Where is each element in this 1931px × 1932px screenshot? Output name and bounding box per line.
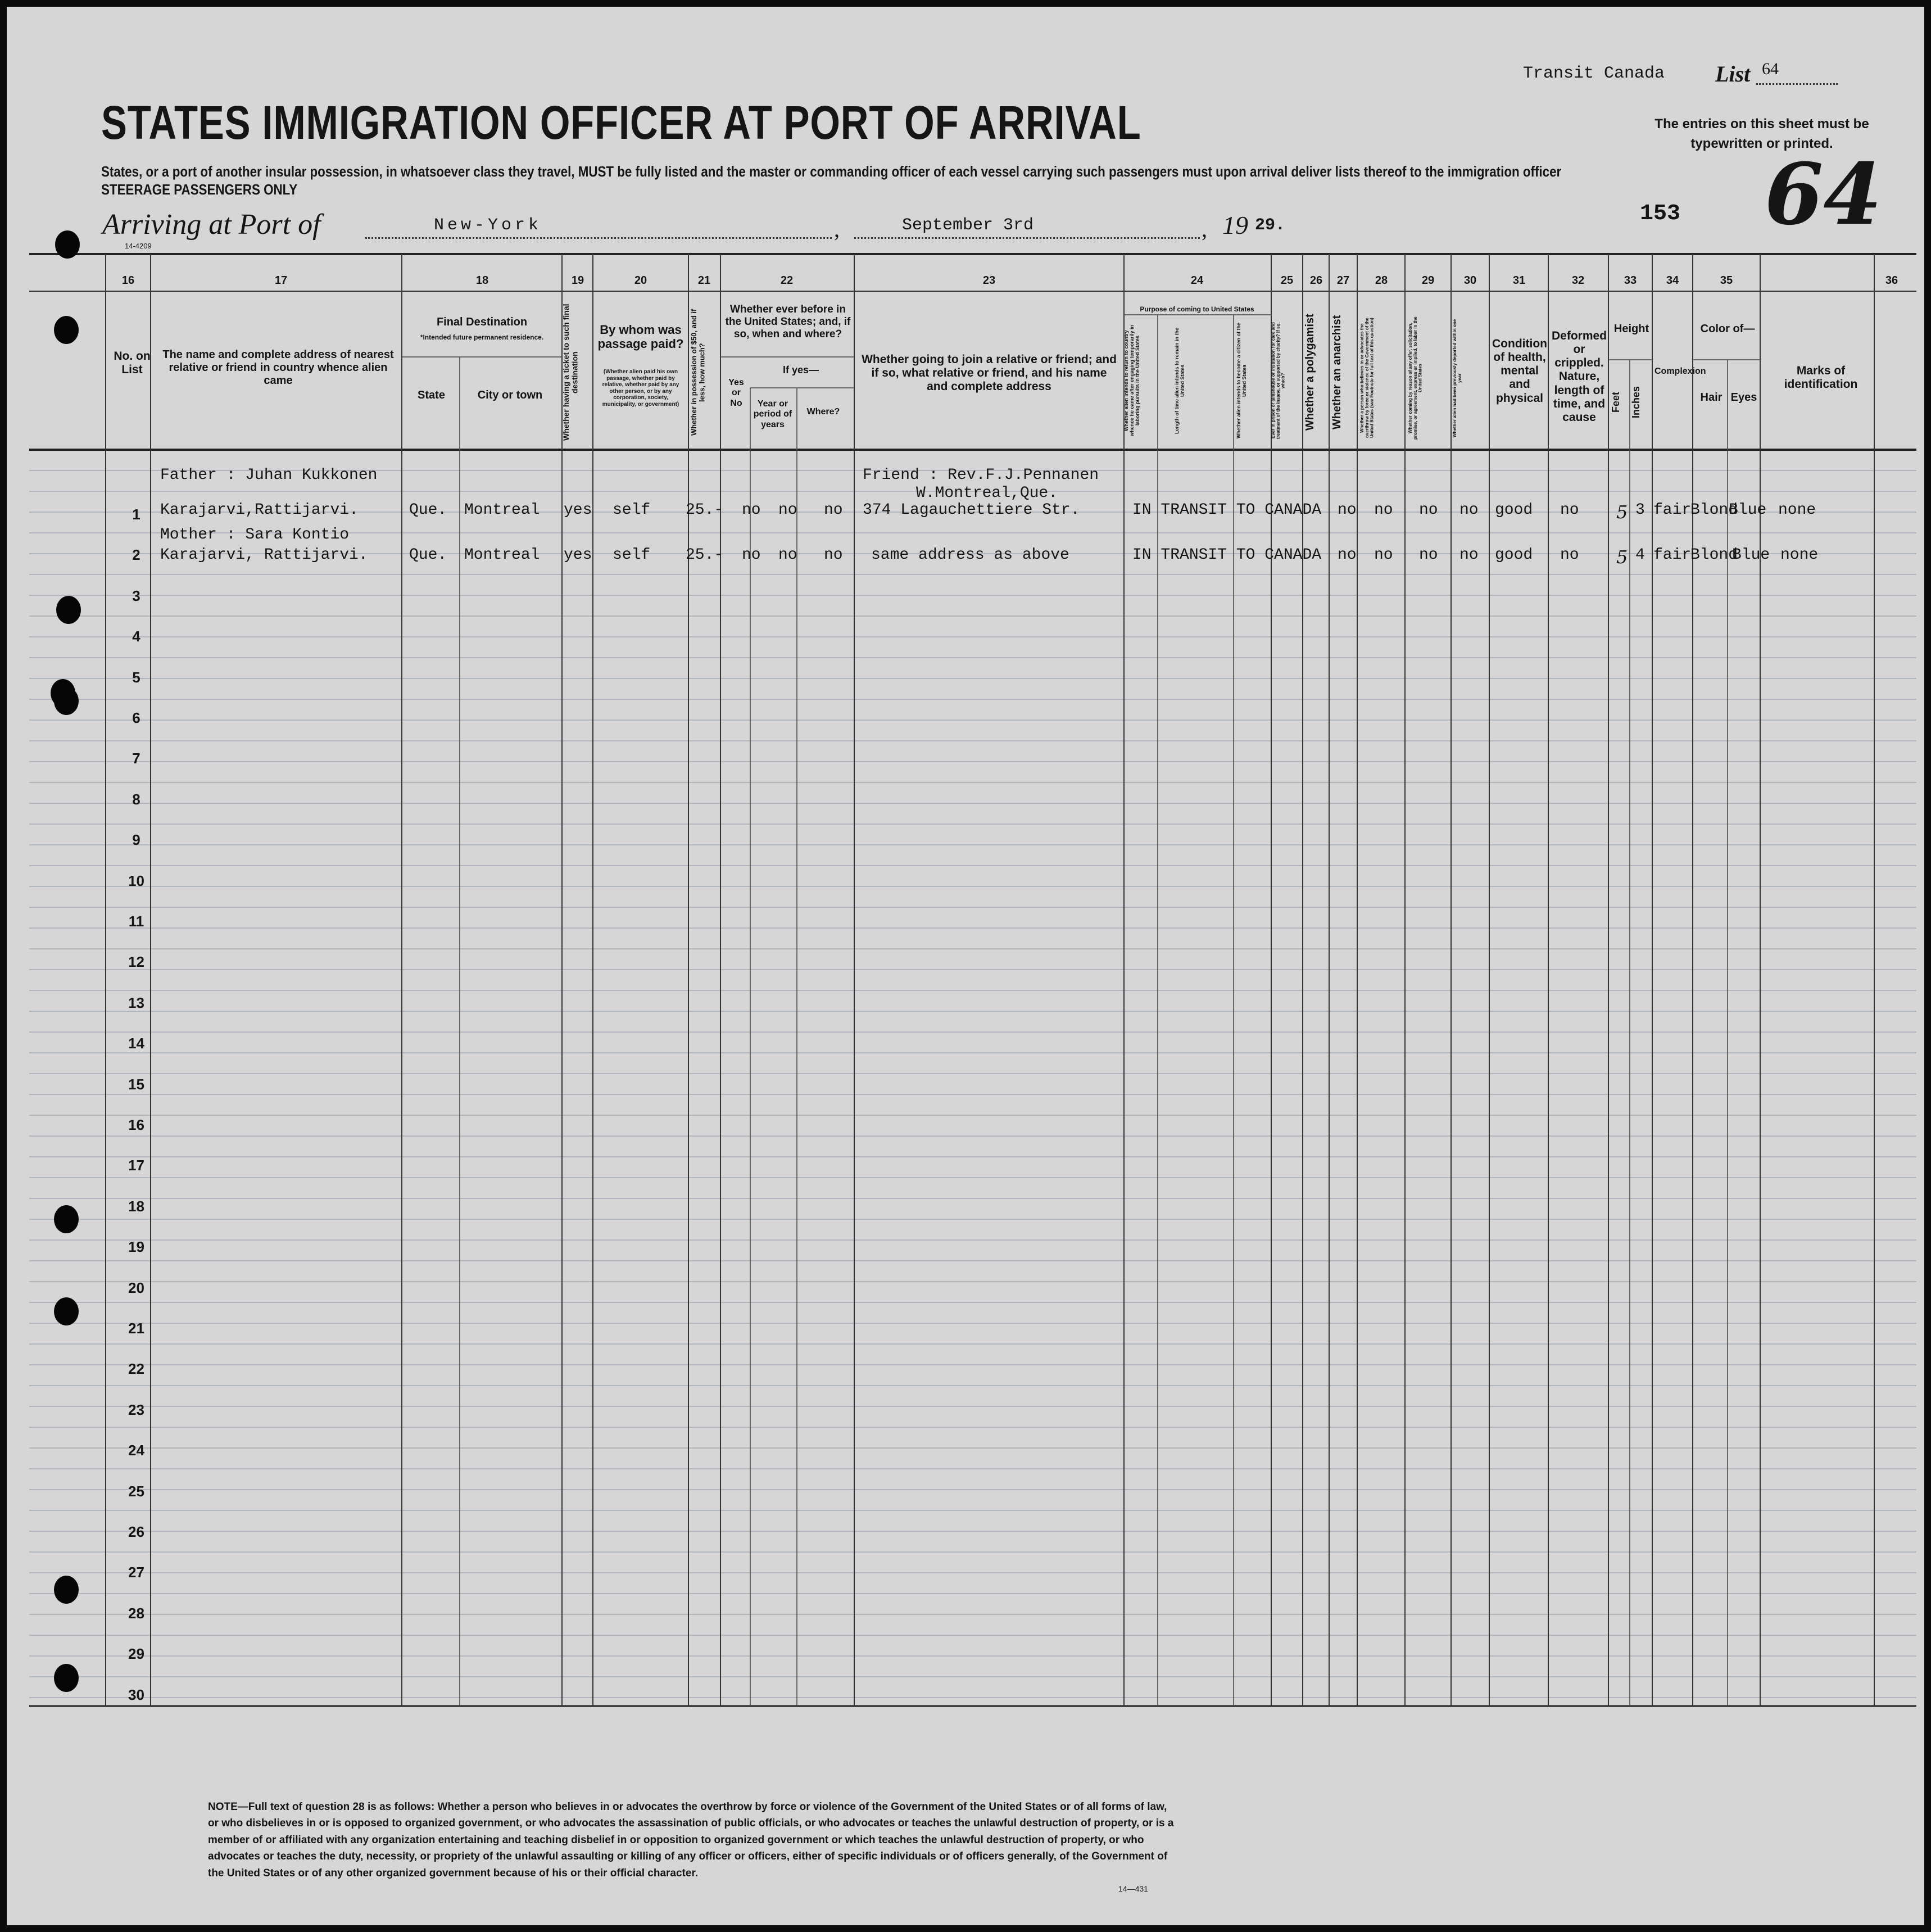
relative-line-2: Karajarvi,Rattijarvi. <box>160 501 359 519</box>
manifest-sheet <box>7 7 1924 1925</box>
column-number: 24 <box>1190 274 1204 287</box>
row-number: 4 <box>132 628 140 645</box>
polygamist-value: no <box>1338 546 1357 564</box>
row-number: 15 <box>128 1075 144 1093</box>
list-label: List <box>1715 61 1751 87</box>
health-value: good <box>1495 546 1533 564</box>
header-ever-before: Whether ever before in the United States; and, if so, when and where? <box>725 304 851 340</box>
header-yes-no: Yes or No <box>728 378 744 408</box>
transit-label: Transit Canada <box>1523 64 1665 83</box>
height-feet-value: 5 <box>1616 546 1628 568</box>
punch-hole <box>54 316 79 344</box>
header-deformed: Deformed or crippled. Nature, length of time, and cause <box>1551 329 1607 424</box>
header-where: Where? <box>806 407 840 417</box>
header-purpose-length: Length of time alien intends to remain in the United States <box>1174 327 1185 434</box>
row-number: 10 <box>128 872 144 889</box>
column-number: 16 <box>121 274 135 287</box>
ever-before-value: no <box>742 546 761 564</box>
overthrow-value: no <box>1419 546 1438 564</box>
column-number: 28 <box>1375 274 1388 287</box>
row-number: 30 <box>128 1686 144 1703</box>
row-number: 20 <box>128 1279 144 1296</box>
row-number: 12 <box>128 953 144 971</box>
row-number: 3 <box>132 587 140 604</box>
header-offer: Whether coming by reason of any offer, solicitation, promise, or agreement, express or implied, to labor in the United States <box>1408 316 1423 440</box>
ticket-value: yes <box>564 546 592 564</box>
row-number: 11 <box>128 913 144 930</box>
eyes-value: Blue <box>1732 546 1770 564</box>
footnote-form-number: 14—431 <box>1118 1884 1148 1893</box>
relative-line-2: Karajarvi, Rattijarvi. <box>160 546 368 564</box>
row-number: 17 <box>128 1157 144 1174</box>
joining-line-1: same address as above <box>871 546 1069 564</box>
row-number: 24 <box>128 1442 144 1459</box>
row-number: 5 <box>132 668 140 686</box>
header-prison: Ever in prison or almshouse or institution for care and treatment of the insane, or supported by charity? If so, which? <box>1271 322 1286 439</box>
column-number: 18 <box>475 274 489 287</box>
header-anarchist: Whether an anarchist <box>1331 315 1343 430</box>
year-prefix: 19 <box>1222 211 1248 239</box>
punch-hole <box>54 1297 79 1325</box>
joining-line-1: Friend : Rev.F.J.Pennanen <box>863 467 1099 484</box>
statement-line-1: States, or a port of another insular possession, in whatsoever class they travel, MUST be fully listed and the master or commanding officer of each vessel carrying such passengers must upon arrival deliver lists thereof to the immigration officer <box>101 163 1562 180</box>
header-purpose: Purpose of coming to United States <box>1140 305 1254 313</box>
row-number: 6 <box>132 709 140 726</box>
header-year-period: Year or period of years <box>753 399 792 429</box>
year-value: no <box>778 501 797 519</box>
header-complexion: Complexion <box>1655 367 1706 376</box>
stamped-number: 153 <box>1640 201 1681 227</box>
punch-hole <box>54 1576 79 1604</box>
row-number: 7 <box>132 750 140 767</box>
list-number-line <box>1756 83 1838 85</box>
typewritten-note: The entries on this sheet must be typewritten or printed. <box>1655 116 1869 151</box>
column-number: 26 <box>1309 274 1323 287</box>
hair-value: Blond <box>1690 546 1738 564</box>
list-number: 64 <box>1762 60 1779 78</box>
relative-line-1: Mother : Sara Kontio <box>160 526 350 544</box>
where-value: no <box>824 501 843 519</box>
header-deported: Whether alien had been previously deported within one year <box>1452 319 1462 437</box>
column-number: 32 <box>1571 274 1585 287</box>
row-number: 21 <box>128 1320 144 1337</box>
column-number: 25 <box>1280 274 1294 287</box>
deported-value: no <box>1459 546 1479 564</box>
header-city: City or town <box>477 389 543 401</box>
column-number: 23 <box>982 274 996 287</box>
header-hair: Hair <box>1700 391 1723 404</box>
row-number: 8 <box>132 790 140 808</box>
joining-line-2: W.Montreal,Que. <box>916 485 1058 502</box>
port-line <box>365 237 832 239</box>
column-number: 19 <box>571 274 584 287</box>
punch-hole <box>54 687 79 715</box>
header-destination-note: *Intended future permanent residence. <box>420 333 544 341</box>
header-feet: Feet <box>1610 391 1621 413</box>
header-joining: Whether going to join a relative or friend; and if so, what relative or friend, and his name and complete address <box>862 353 1117 393</box>
ticket-value: yes <box>564 501 592 519</box>
row-number: 25 <box>128 1482 144 1500</box>
destination-city: Montreal <box>464 501 540 519</box>
polygamist-value: no <box>1338 501 1357 519</box>
column-number: 31 <box>1512 274 1526 287</box>
header-marks: Marks of identification <box>1784 364 1858 391</box>
purpose-value: IN TRANSIT TO CANADA <box>1132 501 1322 519</box>
header-possession: Whether in possession of $50, and if less, how much? <box>690 309 706 436</box>
row-number: 14 <box>128 1035 144 1052</box>
handwritten-list-number: 64 <box>1765 145 1882 244</box>
column-number: 35 <box>1720 274 1733 287</box>
header-passage-note: (Whether alien paid his own passage, whether paid by relative, whether paid by any other person, or by any corporation, society, municipality, or government) <box>602 369 679 408</box>
destination-city: Montreal <box>464 546 540 564</box>
row-number: 2 <box>132 546 140 564</box>
header-height: Height <box>1613 323 1649 335</box>
destination-state: Que. <box>409 546 447 564</box>
date-line <box>854 237 1200 239</box>
row-number: 19 <box>128 1238 144 1256</box>
header-eyes: Eyes <box>1730 391 1757 404</box>
row-number: 23 <box>128 1401 144 1418</box>
header-no-on-list: No. on List <box>114 350 151 377</box>
where-value: no <box>824 546 843 564</box>
height-inches-value: 3 <box>1635 501 1645 519</box>
arrival-date: September 3rd <box>902 216 1034 235</box>
column-number: 36 <box>1885 274 1898 287</box>
port-name: New-York <box>434 216 542 235</box>
column-number: 17 <box>274 274 288 287</box>
paid-by-value: self <box>613 501 651 519</box>
anarchist-value: no <box>1374 546 1393 564</box>
header-overthrow: Whether a person who believes in or advocates the overthrow by force or violence of the Government of the United States (see Footnote for full text of this question) <box>1359 318 1375 438</box>
anarchist-value: no <box>1374 501 1393 519</box>
column-number: 20 <box>634 274 647 287</box>
column-number: 34 <box>1666 274 1679 287</box>
column-number: 30 <box>1463 274 1477 287</box>
joining-line-3: 374 Lagauchettiere Str. <box>863 501 1080 519</box>
header-inches: Inches <box>1630 386 1642 418</box>
row-number: 13 <box>128 994 144 1011</box>
arriving-label: Arriving at Port of <box>102 209 321 241</box>
row-number: 22 <box>128 1360 144 1378</box>
row-number: 16 <box>128 1116 144 1133</box>
column-number: 29 <box>1421 274 1435 287</box>
complexion-value: fair <box>1653 546 1692 564</box>
separator-comma: , <box>834 216 840 242</box>
punch-hole <box>54 1205 79 1233</box>
row-number: 9 <box>132 831 140 849</box>
column-number: 33 <box>1624 274 1637 287</box>
header-relative-address: The name and complete address of nearest relative or friend in country whence alien came <box>162 349 394 387</box>
column-number: 21 <box>697 274 711 287</box>
punch-hole <box>55 230 80 259</box>
overthrow-value: no <box>1419 501 1438 519</box>
ever-before-value: no <box>742 501 761 519</box>
footnote-text: NOTE—Full text of question 28 is as follows: Whether a person who believes in or advocates the overthrow by force or violence of the Government of the United States or of all forms of law, or who disbelieves in or is opposed to organized government, or who advocates the assassination of public officials, or who advocates or teaches the unlawful destruction of property, or is a member of or affiliated with any organization entertaining and teaching disbelief in or opposition to organized government or which teaches the unlawful destruction of property, or who advocates or teaches the duty, necessity, or propriety of the unlawful assaulting or killing of any officer or officers, either of specific individuals or of officers generally, of the Government of the United States or of any other organized government because of his or their official character. <box>208 1801 1174 1879</box>
destination-state: Que. <box>409 501 447 519</box>
punch-hole <box>54 1664 79 1692</box>
header-condition: Condition of health, mental and physical <box>1492 337 1547 405</box>
header-final-destination: Final Destination <box>436 316 528 328</box>
purpose-value: IN TRANSIT TO CANADA <box>1132 546 1322 564</box>
year-value: no <box>778 546 797 564</box>
deformed-value: no <box>1560 546 1579 564</box>
header-purpose-return: Whether alien intends to return to country whence he came after engaging temporarily in laboring pursuits in the United States <box>1123 324 1140 437</box>
column-number: 22 <box>780 274 794 287</box>
money-value: 25.- <box>686 546 724 564</box>
eyes-value: Blue <box>1729 501 1767 519</box>
punch-hole <box>56 596 81 624</box>
height-inches-value: 4 <box>1635 546 1645 564</box>
row-number: 18 <box>128 1197 144 1215</box>
header-purpose-citizen: Whether alien intends to become a citizen of the United States <box>1236 322 1247 439</box>
row-number: 29 <box>128 1645 144 1663</box>
deformed-value: no <box>1560 501 1579 519</box>
marks-value: none <box>1778 501 1816 519</box>
row-number: 1 <box>132 506 140 523</box>
row-number: 27 <box>128 1564 144 1581</box>
statement-line-2: STEERAGE PASSENGERS ONLY <box>101 181 298 198</box>
health-value: good <box>1495 501 1533 519</box>
form-number: 14-4209 <box>125 242 152 250</box>
height-feet-value: 5 <box>1616 501 1628 523</box>
deported-value: no <box>1459 501 1479 519</box>
page-title: STATES IMMIGRATION OFFICER AT PORT OF ARRIVAL <box>101 96 1141 149</box>
column-number: 27 <box>1336 274 1350 287</box>
row-number: 28 <box>128 1604 144 1622</box>
header-state: State <box>418 389 445 401</box>
header-if-yes: If yes— <box>782 364 819 375</box>
header-ticket: Whether having a ticket to such final destination <box>561 304 579 441</box>
money-value: 25.- <box>686 501 724 519</box>
header-color-of: Color of— <box>1700 323 1755 335</box>
row-number: 26 <box>128 1523 144 1540</box>
relative-line-1: Father : Juhan Kukkonen <box>160 467 378 484</box>
paid-by-value: self <box>613 546 651 564</box>
header-polygamist: Whether a polygamist <box>1304 314 1316 431</box>
header-passage-paid: By whom was passage paid? <box>597 323 684 351</box>
ruled-grid <box>7 7 1924 1925</box>
marks-value: none <box>1780 546 1819 564</box>
complexion-value: fair <box>1653 501 1692 519</box>
year-suffix: 29. <box>1255 216 1286 235</box>
separator-comma: , <box>1202 216 1207 242</box>
hair-value: Blond <box>1690 501 1738 519</box>
